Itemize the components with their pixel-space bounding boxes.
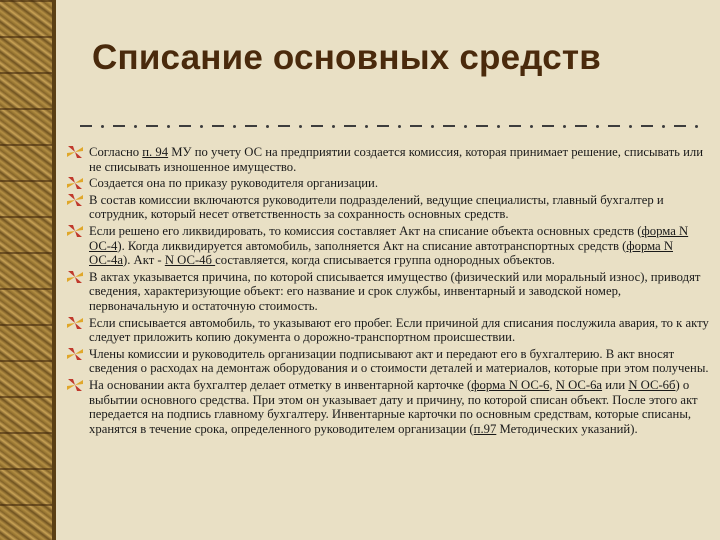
divider-dot xyxy=(431,125,434,128)
reference-link[interactable]: N ОС-6а xyxy=(555,377,603,392)
list-item xyxy=(64,176,714,191)
pinwheel-bullet-icon xyxy=(67,146,83,158)
reference-link[interactable]: п. 94 xyxy=(142,145,169,159)
divider-dot xyxy=(596,125,599,128)
item-text: составляется, когда списывается группа однородных объектов. xyxy=(215,253,555,268)
divider-dash xyxy=(542,125,554,127)
divider-dot xyxy=(332,125,335,128)
divider-dot xyxy=(398,125,401,128)
item-text: В состав комиссии включаются руководители подразделений, ведущие специалисты, главный бухгалтер и сотрудник, который несет ответственность за сохранность основных средств. xyxy=(89,192,664,222)
divider-dash xyxy=(311,125,323,127)
divider-dash xyxy=(608,125,620,127)
divider-dot xyxy=(134,125,137,128)
list-item xyxy=(64,193,714,222)
divider-dot xyxy=(167,125,170,128)
item-text: ). Акт - xyxy=(122,253,165,268)
item-text: Если списывается автомобиль, то указывают его пробег. Если причиной для списания послужила авария, то к акту следует приложить копию документа о дорожно-транспортном происшествии. xyxy=(89,315,709,345)
divider-dot xyxy=(299,125,302,128)
divider-dash xyxy=(575,125,587,127)
divider-dot xyxy=(233,125,236,128)
divider-dash xyxy=(146,125,158,127)
reference-link[interactable]: форма N ОС-6 xyxy=(471,377,550,392)
item-text: Если решено его ликвидировать, то комиссия составляет Акт на списание объекта основных средств ( xyxy=(89,223,642,238)
divider-dot xyxy=(662,125,665,128)
decorative-sidebar xyxy=(0,0,56,540)
list-item xyxy=(64,270,714,314)
pinwheel-bullet-icon xyxy=(67,177,83,189)
divider-dot xyxy=(629,125,632,128)
divider-dot xyxy=(497,125,500,128)
divider-dash xyxy=(179,125,191,127)
divider-dash xyxy=(674,125,686,127)
reference-link[interactable]: N ОС-4б xyxy=(164,253,216,268)
divider-dash xyxy=(278,125,290,127)
pinwheel-bullet-icon xyxy=(67,317,83,329)
pinwheel-bullet-icon xyxy=(67,225,83,237)
item-text: , xyxy=(549,377,556,392)
list-item xyxy=(64,145,714,174)
list-item xyxy=(64,378,714,436)
divider-dash xyxy=(245,125,257,127)
divider-dot xyxy=(266,125,269,128)
divider-dot xyxy=(200,125,203,128)
divider-dash xyxy=(80,125,92,127)
pinwheel-bullet-icon xyxy=(67,348,83,360)
item-text: Создается она по приказу руководителя организации. xyxy=(89,176,378,191)
reference-link[interactable]: N ОС-6б xyxy=(628,377,676,392)
divider-dot xyxy=(365,125,368,128)
list-item xyxy=(64,347,714,376)
reference-link[interactable]: форма N ОС-4а xyxy=(89,238,673,268)
divider-dash xyxy=(113,125,125,127)
item-text: ). Когда ликвидируется автомобиль, заполняется Акт на списание автотранспортных средств ( xyxy=(117,238,627,253)
pinwheel-bullet-icon xyxy=(67,194,83,206)
decorative-divider xyxy=(80,119,700,133)
divider-dash xyxy=(212,125,224,127)
slide-title: Списание основных средств xyxy=(92,38,601,77)
item-text: На основании акта бухгалтер делает отметку в инвентарной карточке ( xyxy=(89,377,472,392)
reference-link[interactable]: форма N ОС-4 xyxy=(89,223,689,253)
divider-dot xyxy=(695,125,698,128)
divider-dot xyxy=(530,125,533,128)
bullet-list xyxy=(64,145,714,438)
item-text: Методических указаний). xyxy=(496,421,638,436)
divider-dot xyxy=(101,125,104,128)
divider-dash xyxy=(377,125,389,127)
divider-dot xyxy=(563,125,566,128)
reference-link[interactable]: п.97 xyxy=(473,421,497,436)
divider-dash xyxy=(344,125,356,127)
divider-dot xyxy=(464,125,467,128)
divider-dash xyxy=(641,125,653,127)
divider-dash xyxy=(443,125,455,127)
item-text: или xyxy=(602,377,629,392)
item-text: Члены комиссии и руководитель организации подписывают акт и передают его в бухгалтерию. В акт вносят сведения о расходах на демонтаж оборудования и о стоимости деталей и материалов, которые при этом получены. xyxy=(89,346,709,376)
divider-dash xyxy=(410,125,422,127)
list-item xyxy=(64,224,714,268)
divider-dash xyxy=(509,125,521,127)
pinwheel-bullet-icon xyxy=(67,379,83,391)
item-text: МУ по учету ОС на предприятии создается комиссия, которая принимает решение, списывать или не списывать изношенное имущество. xyxy=(89,145,704,174)
item-text: ) о выбытии основного средства. При этом он указывает дату и причину, по которой списан объект. После этого акт передается на подпись главному бухгалтеру. Инвентарные карточки по основным средствам, которые списаны, хранятся в течение срока, определенного руководителем организации ( xyxy=(89,377,698,436)
list-item xyxy=(64,316,714,345)
divider-dash xyxy=(476,125,488,127)
pinwheel-bullet-icon xyxy=(67,271,83,283)
item-text: В актах указывается причина, по которой списывается имущество (физический или моральный износ), приводят сведения, характеризующие объект: его название и срок службы, инвентарный и заводской номер, первоначальную и остаточную стоимость. xyxy=(89,269,701,313)
item-text: Согласно xyxy=(89,145,143,159)
